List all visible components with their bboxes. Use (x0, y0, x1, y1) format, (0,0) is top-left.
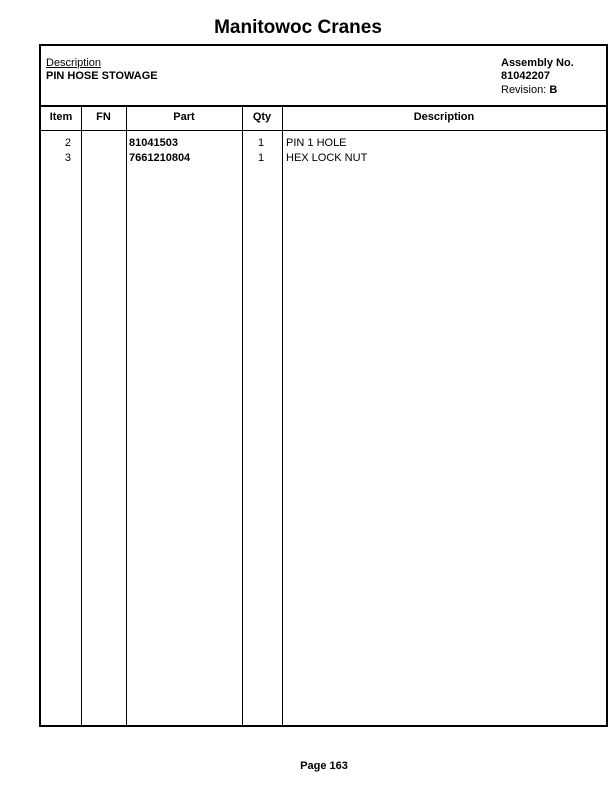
column-header-part: Part (126, 105, 242, 131)
description-label: Description (46, 57, 102, 69)
column-divider (126, 105, 127, 725)
revision-label: Revision: (501, 84, 547, 96)
row-description: PIN 1 HOLE (286, 137, 347, 149)
assembly-header (41, 46, 606, 107)
parts-list-frame (39, 44, 608, 727)
revision-value: B (549, 84, 558, 96)
column-divider (242, 105, 243, 725)
column-divider (81, 105, 82, 725)
page-number: Page 163 (300, 760, 348, 772)
description-value: PIN HOSE STOWAGE (46, 70, 158, 82)
column-header-fn: FN (81, 105, 126, 131)
row-description: HEX LOCK NUT (286, 152, 368, 164)
row-part: 81041503 (129, 137, 178, 149)
column-divider (282, 105, 283, 725)
revision (501, 84, 557, 96)
row-item: 2 (64, 137, 71, 149)
row-qty: 1 (257, 137, 265, 149)
assembly-label: Assembly No. (501, 57, 574, 69)
row-qty: 1 (257, 152, 265, 164)
column-header-item: Item (41, 105, 81, 131)
column-header-description: Description (282, 105, 606, 131)
page-title: Manitowoc Cranes (214, 17, 382, 38)
assembly-number: 81042207 (501, 70, 550, 82)
row-item: 3 (64, 152, 71, 164)
column-header-qty: Qty (242, 105, 282, 131)
row-part: 7661210804 (129, 152, 191, 164)
